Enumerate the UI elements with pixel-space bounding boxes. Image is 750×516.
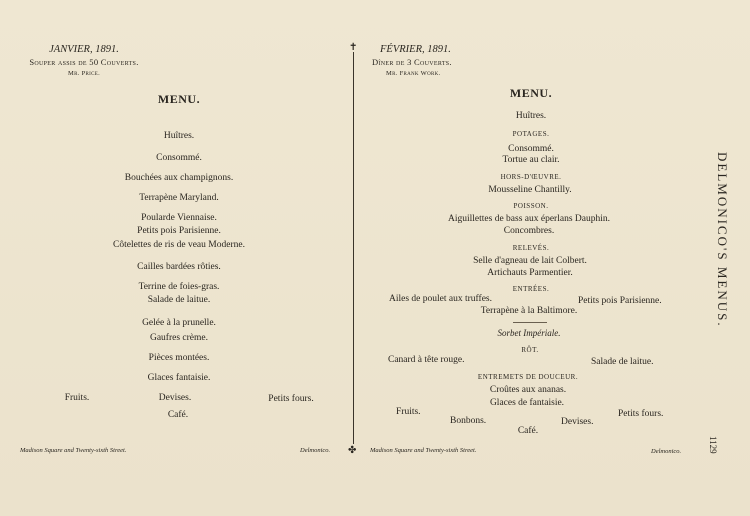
- sorbet-rule: [513, 322, 547, 323]
- right-footer-address: Madison Square and Twenty-sixth Street.: [370, 447, 477, 454]
- right-item-ailes: Ailes de poulet aux truffes.: [389, 294, 492, 304]
- right-item-mousseline: Mousseline Chantilly.: [488, 185, 572, 195]
- right-section-potages: POTAGES.: [512, 130, 550, 138]
- center-divider: [353, 52, 354, 444]
- left-item-salade: Salade de laitue.: [147, 295, 211, 305]
- top-cross-icon: ✝: [349, 42, 358, 53]
- left-item-glaces: Glaces fantaisie.: [147, 373, 211, 383]
- left-item-bouchees: Bouchées aux champignons.: [124, 173, 234, 183]
- bottom-clover-icon: ✤: [348, 445, 357, 456]
- right-item-croutes: Croûtes aux ananas.: [489, 385, 567, 395]
- right-item-tortue: Tortue au clair.: [502, 155, 560, 165]
- right-host: Mr. Frank Work.: [386, 70, 441, 77]
- right-menu-title: MENU.: [509, 86, 553, 100]
- left-item-huitres: Huîtres.: [163, 131, 195, 141]
- side-title: DELMONICO'S MENUS.: [715, 152, 730, 328]
- right-section-entrees: ENTRÉES.: [512, 285, 550, 293]
- right-occasion: Dîner de 3 Couverts.: [372, 57, 452, 67]
- right-item-petits-fours: Petits fours.: [618, 409, 664, 419]
- left-item-terrapene: Terrapène Maryland.: [139, 193, 219, 203]
- page-number: 1129: [708, 436, 718, 454]
- right-item-huitres: Huîtres.: [515, 111, 547, 121]
- right-item-salade: Salade de laitue.: [591, 357, 654, 367]
- right-item-terrapene: Terrapène à la Baltimore.: [480, 306, 578, 316]
- right-item-concombres: Concombres.: [503, 226, 555, 236]
- left-menu-title: MENU.: [157, 92, 201, 106]
- right-item-selle: Selle d'agneau de lait Colbert.: [473, 256, 587, 266]
- right-item-artichauts: Artichauts Parmentier.: [487, 268, 573, 278]
- left-item-gelee: Gelée à la prunelle.: [142, 318, 216, 328]
- left-item-petits-fours: Petits fours.: [268, 394, 314, 404]
- left-item-cafe: Café.: [167, 410, 189, 420]
- left-item-consomme: Consommé.: [156, 153, 202, 163]
- right-item-bonbons: Bonbons.: [450, 416, 487, 426]
- right-item-glaces: Glaces de fantaisie.: [489, 398, 565, 408]
- left-item-gaufres: Gaufres crème.: [149, 333, 209, 343]
- left-occasion: Souper assis de 50 Couverts.: [29, 57, 139, 67]
- left-item-fruits: Fruits.: [64, 393, 90, 403]
- right-date: FÉVRIER, 1891.: [380, 44, 451, 55]
- left-item-poularde: Poularde Viennaise.: [141, 213, 217, 223]
- left-footer-name: Delmonico.: [300, 447, 331, 454]
- right-section-entremets: ENTREMETS DE DOUCEUR.: [477, 373, 579, 381]
- left-item-cotelettes: Côtelettes de ris de veau Moderne.: [113, 240, 245, 250]
- left-item-pieces: Pièces montées.: [148, 353, 210, 363]
- right-item-devises: Devises.: [561, 417, 594, 427]
- right-item-canard: Canard à tête rouge.: [388, 355, 465, 365]
- right-section-hors: HORS-D'ŒUVRE.: [500, 173, 562, 181]
- right-item-sorbet: Sorbet Impériale.: [497, 328, 561, 338]
- left-item-petits-pois: Petits pois Parisienne.: [137, 226, 221, 236]
- right-section-rot: RÔT.: [521, 346, 539, 354]
- right-item-consomme: Consommé.: [508, 144, 554, 154]
- left-item-terrine: Terrine de foies-gras.: [138, 282, 220, 292]
- left-item-cailles: Cailles bardées rôties.: [137, 262, 221, 272]
- right-item-cafe: Café.: [517, 426, 539, 436]
- left-footer-address: Madison Square and Twenty-sixth Street.: [20, 447, 127, 454]
- left-date: JANVIER, 1891.: [49, 44, 119, 55]
- left-item-devises: Devises.: [158, 393, 192, 403]
- right-section-releves: RELEVÉS.: [512, 244, 550, 252]
- right-footer-name: Delmonico.: [651, 448, 682, 455]
- right-section-poisson: POISSON.: [513, 202, 549, 210]
- right-item-fruits: Fruits.: [396, 407, 421, 417]
- right-item-aiguillettes: Aiguillettes de bass aux éperlans Dauphin.: [448, 214, 610, 224]
- right-item-petits-pois: Petits pois Parisienne.: [578, 296, 662, 306]
- left-host: Mr. Price.: [68, 70, 100, 77]
